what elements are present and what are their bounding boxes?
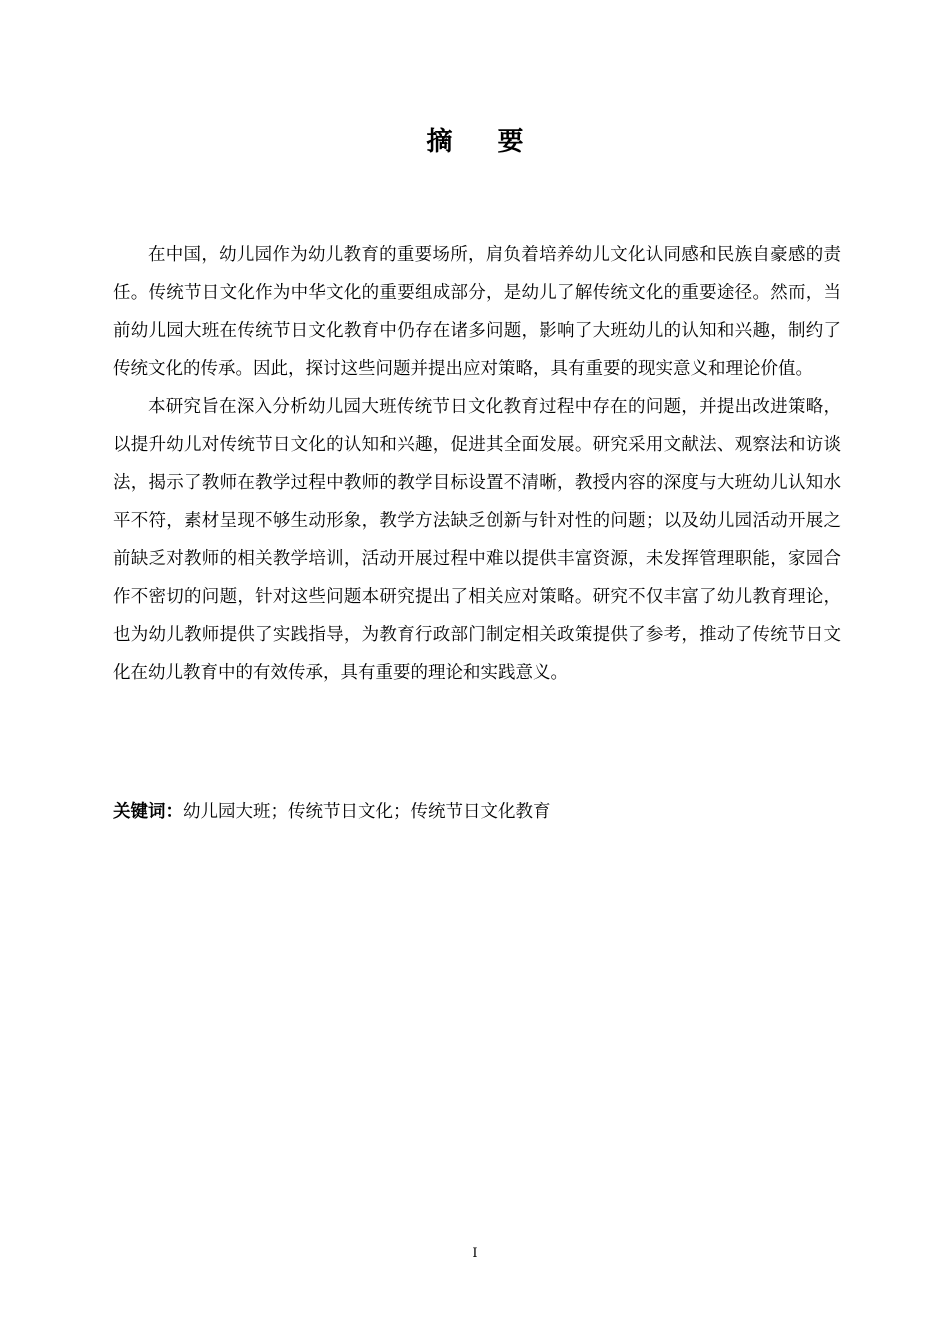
abstract-paragraph-2: 本研究旨在深入分析幼儿园大班传统节日文化教育过程中存在的问题，并提出改进策略，以提升幼儿对传统节日文化的认知和兴趣，促进其全面发展。研究采用文献法、观察法和访谈法，揭示了教师在教学过程中教师的教学目标设置不清晰，教授内容的深度与大班幼儿认知水平不符，素材呈现不够生动形象，教学方法缺乏创新与针对性的问题；以及幼儿园活动开展之前缺乏对教师的相关教学培训，活动开展过程中难以提供丰富资源，未发挥管理职能，家园合作不密切的问题，针对这些问题本研究提出了相关应对策略。研究不仅丰富了幼儿教育理论，也为幼儿教师提供了实践指导，为教育行政部门制定相关政策提供了参考，推动了传统节日文化在幼儿教育中的有效传承，具有重要的理论和实践意义。: [113, 397, 841, 683]
keywords-label: 关键词：: [113, 802, 183, 822]
page-number: I: [472, 1246, 478, 1261]
keywords-line: [113, 796, 841, 828]
abstract-paragraph-1: 在中国，幼儿园作为幼儿教育的重要场所，肩负着培养幼儿文化认同感和民族自豪感的责任。传统节日文化作为中华文化的重要组成部分，是幼儿了解传统文化的重要途径。然而，当前幼儿园大班在传统节日文化教育中仍存在诸多问题，影响了大班幼儿的认知和兴趣，制约了传统文化的传承。因此，探讨这些问题并提出应对策略，具有重要的现实意义和理论价值。: [113, 245, 841, 379]
keywords-text: 幼儿园大班；传统节日文化；传统节日文化教育: [183, 802, 551, 822]
abstract-title: 摘 要: [426, 127, 542, 157]
abstract-body: [113, 236, 841, 692]
